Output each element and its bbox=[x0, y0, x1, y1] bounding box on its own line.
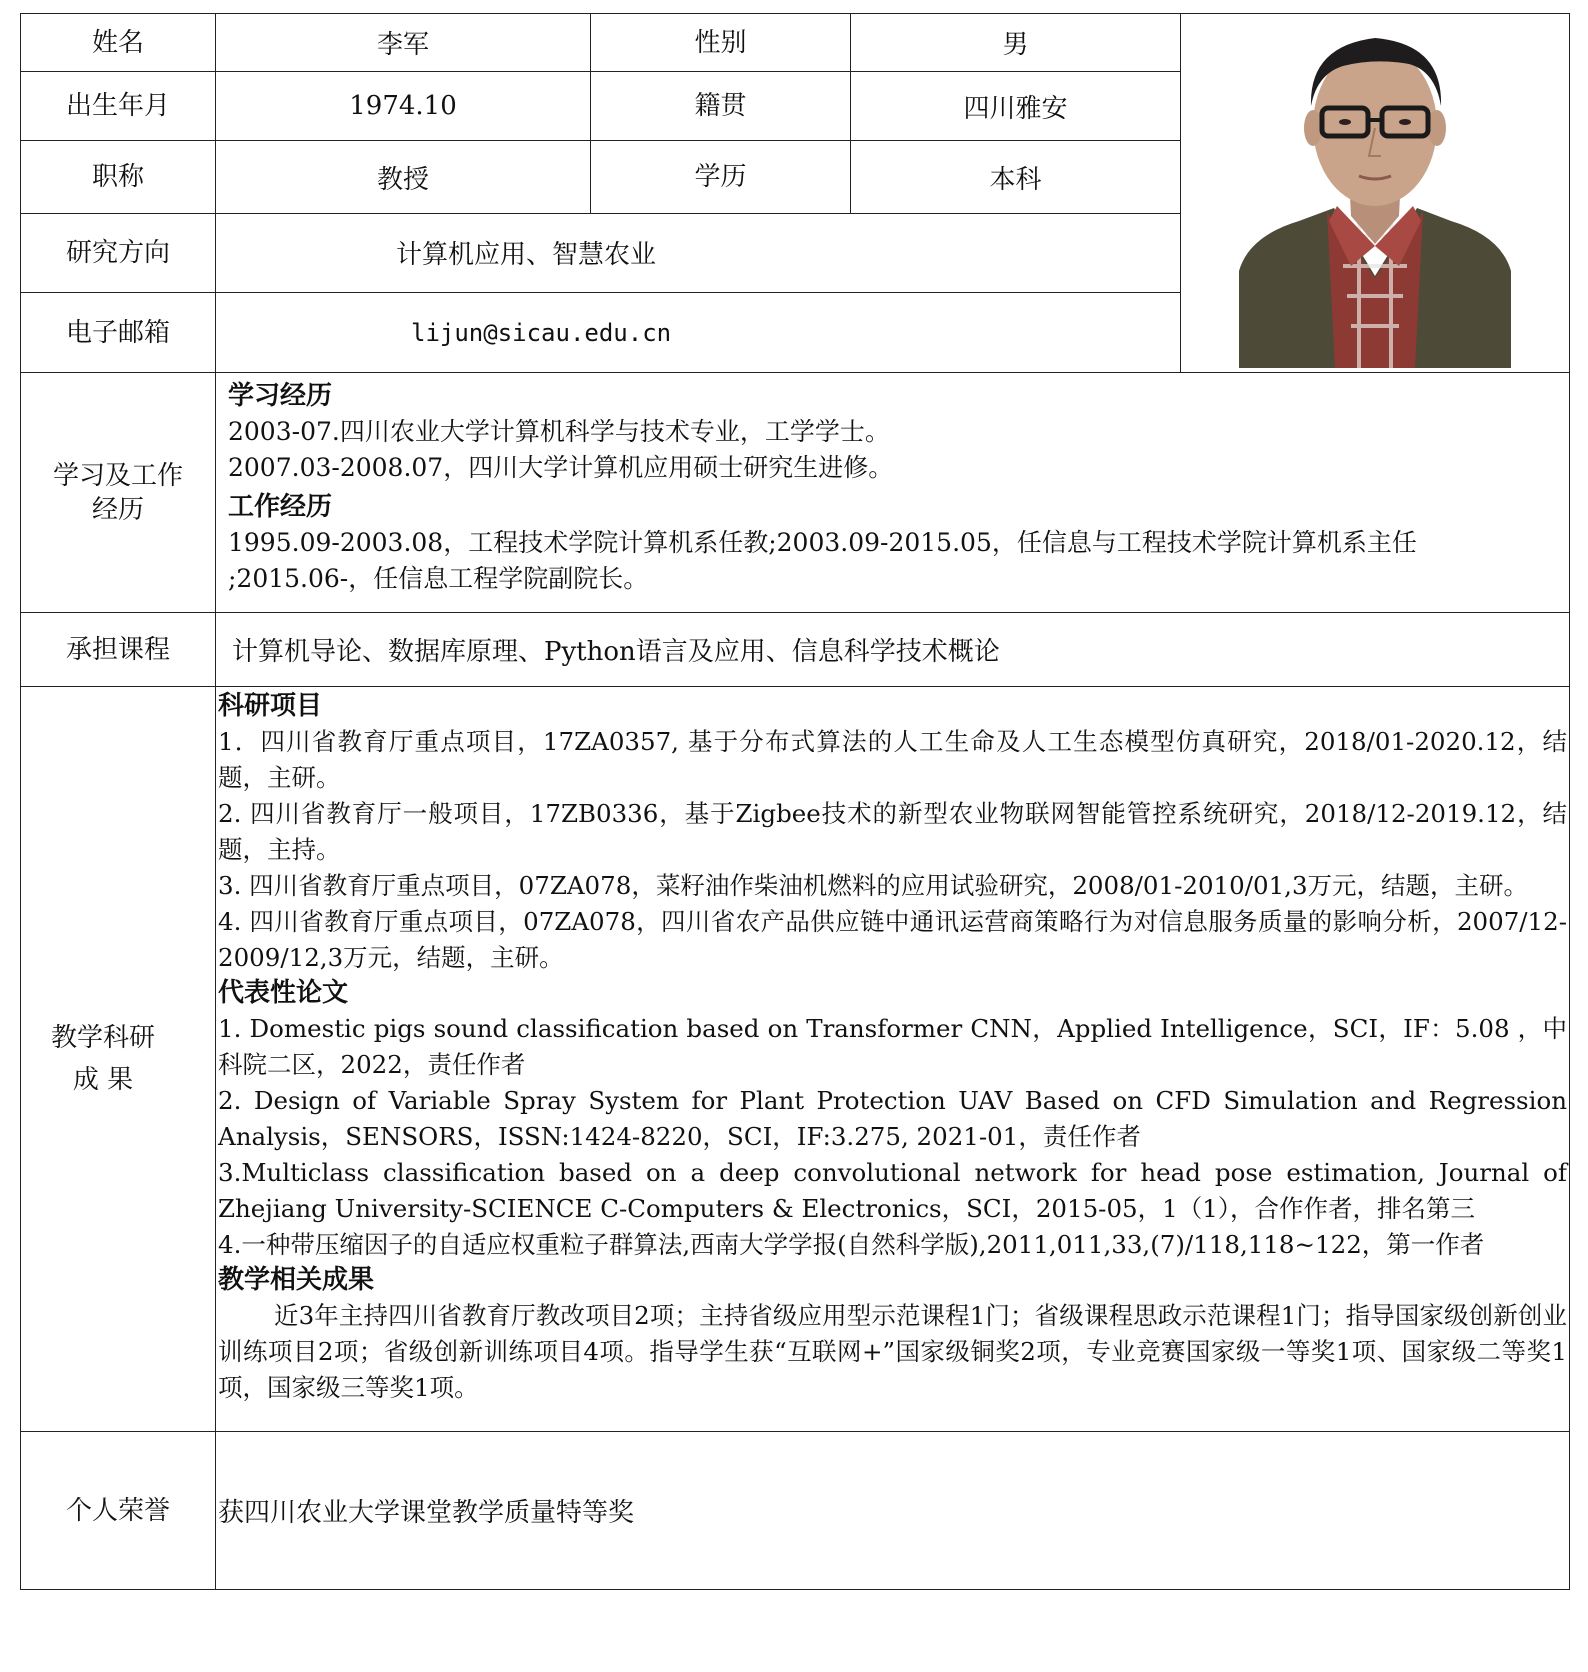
honors-value: 获四川农业大学课堂教学质量特等奖 bbox=[216, 1432, 1570, 1590]
email-value: lijun@sicau.edu.cn bbox=[216, 293, 1181, 373]
paper-item: 3.Multiclass classification based on a deep convolutional network for head pose estimation, Journal of Zhejiang University-SCIENCE C-Computers & Electronics，SCI，2015-05，1（1），合作作者，排名第三 bbox=[218, 1158, 1567, 1223]
work-line: ;2015.06-，任信息工程学院副院长。 bbox=[228, 564, 649, 593]
gender-value: 男 bbox=[851, 14, 1181, 72]
education-label: 学历 bbox=[591, 141, 851, 213]
courses-label: 承担课程 bbox=[21, 613, 216, 687]
origin-value: 四川雅安 bbox=[851, 72, 1181, 141]
experience-label bbox=[21, 373, 216, 613]
title-value: 教授 bbox=[216, 141, 591, 213]
origin-label: 籍贯 bbox=[591, 72, 851, 141]
study-item: 2003-07.四川农业大学计算机科学与技术专业，工学学士。 bbox=[228, 417, 890, 446]
papers-heading: 代表性论文 bbox=[218, 978, 349, 1008]
results-content bbox=[216, 687, 1570, 1432]
project-item: 1．四川省教育厅重点项目，17ZA0357, 基于分布式算法的人工生命及人工生态模型仿真研究，2018/01-2020.12，结题，主研。 bbox=[218, 727, 1567, 792]
results-label-line2: 成 果 bbox=[72, 1065, 134, 1095]
paper-item: 1. Domestic pigs sound classification based on Transformer CNN，Applied Intelligence，SCI，IF：5.08 ，中科院二区，2022，责任作者 bbox=[218, 1014, 1567, 1079]
work-line: 1995.09-2003.08，工程技术学院计算机系任教;2003.09-2015.05，任信息与工程技术学院计算机系主任 bbox=[228, 528, 1417, 557]
results-label-line1: 教学科研 bbox=[50, 1023, 155, 1053]
name-value: 李军 bbox=[216, 14, 591, 72]
birth-label: 出生年月 bbox=[21, 72, 216, 141]
teaching-text: 近3年主持四川省教育厅教改项目2项；主持省级应用型示范课程1门；省级课程思政示范课程1门；指导国家级创新创业训练项目2项；省级创新训练项目4项。指导学生获“互联网+”国家级铜奖2项，专业竞赛国家级一等奖1项、国家级二等奖1项，国家级三等奖1项。 bbox=[218, 1301, 1567, 1402]
honors-label: 个人荣誉 bbox=[21, 1432, 216, 1590]
birth-value: 1974.10 bbox=[216, 72, 591, 141]
experience-label-line1: 学习及工作 bbox=[52, 460, 183, 491]
results-label bbox=[21, 687, 216, 1432]
portrait-photo-icon bbox=[1239, 16, 1511, 368]
project-item: 3. 四川省教育厅重点项目，07ZA078，菜籽油作柴油机燃料的应用试验研究，2008/01-2010/01,3万元，结题，主研。 bbox=[218, 871, 1529, 900]
teaching-heading: 教学相关成果 bbox=[218, 1265, 375, 1295]
photo-cell bbox=[1181, 14, 1570, 373]
gender-label: 性别 bbox=[591, 14, 851, 72]
work-heading: 工作经历 bbox=[228, 492, 333, 522]
name-label: 姓名 bbox=[21, 14, 216, 72]
profile-table bbox=[20, 13, 1570, 1590]
research-label: 研究方向 bbox=[21, 213, 216, 293]
project-item: 4. 四川省教育厅重点项目，07ZA078，四川省农产品供应链中通讯运营商策略行为对信息服务质量的影响分析，2007/12-2009/12,3万元，结题，主研。 bbox=[218, 907, 1567, 972]
research-value: 计算机应用、智慧农业 bbox=[216, 213, 1181, 293]
courses-value: 计算机导论、数据库原理、Python语言及应用、信息科学技术概论 bbox=[216, 613, 1570, 687]
title-label: 职称 bbox=[21, 141, 216, 213]
experience-content bbox=[216, 373, 1570, 613]
study-heading: 学习经历 bbox=[228, 381, 333, 411]
email-label: 电子邮箱 bbox=[21, 293, 216, 373]
paper-item: 2. Design of Variable Spray System for Plant Protection UAV Based on CFD Simulation and Regression Analysis，SENSORS，ISSN:1424-8220，SCI，IF:3.275, 2021-01，责任作者 bbox=[218, 1086, 1567, 1151]
paper-item: 4.一种带压缩因子的自适应权重粒子群算法,西南大学学报(自然科学版),2011,011,33,(7)/118,118~122，第一作者 bbox=[218, 1230, 1485, 1259]
education-value: 本科 bbox=[851, 141, 1181, 213]
projects-heading: 科研项目 bbox=[218, 691, 323, 721]
project-item: 2. 四川省教育厅一般项目，17ZB0336，基于Zigbee技术的新型农业物联网智能管控系统研究，2018/12-2019.12，结题，主持。 bbox=[218, 799, 1567, 864]
experience-label-line2: 经历 bbox=[91, 494, 144, 525]
study-item: 2007.03-2008.07，四川大学计算机应用硕士研究生进修。 bbox=[228, 453, 894, 482]
